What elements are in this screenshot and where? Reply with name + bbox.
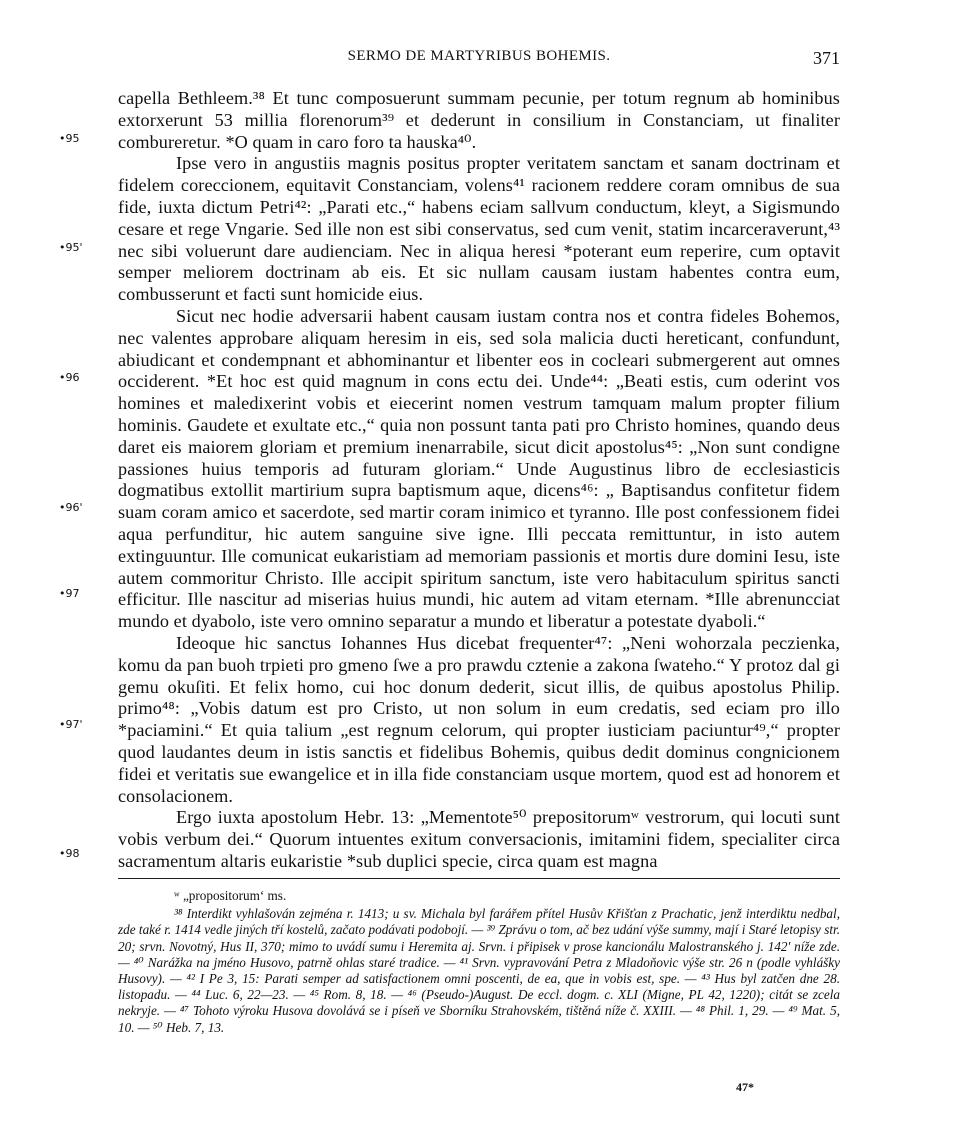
- margin-mark: •96: [59, 371, 80, 384]
- paragraph: Sicut nec hodie adversarii habent causam iustam contra nos et contra fideles Bohemos, nec valentes approbare aliquam heresim in eis, sed sola malicia ducti hereticant, confundunt, abiudicant et condempnant et abhominantur et libenter eos in cocleari submergerent aut omnes occiderent. *Et hoc est quid magnum in cons ectu dei. Unde⁴⁴: „Beati estis, cum oderint vos homines et maledixerint vobis et eiecerint nomen vestrum tamquam malum propter filium hominis. Gaudete et exultate etc.,“ quia non possunt tanta pati pro Christo homines, quando deus daret eis maiorem gloriam et premium inenarrabile, sicut dicit apostolus⁴⁵: „Non sunt condigne passiones huius temporis ad futuram gloriam.“ Unde Augustinus libro de ecclesiasticis dogmatibus extollit martirium supra baptismum aque, dicens⁴⁶: „ Baptisandus confitetur fidem suam coram amico et sacerdote, sed martir coram inimico et tyranno. Ille post confessionem fidei aqua perfunditur, hic autem sanguine sive igne. Illi peccata remittuntur, in isto autem extinguuntur. Ille comunicat eukaristiam ad memoriam passionis et mortis dure domini Iesu, iste autem commoritur Christo. Ille accipit spiritum sanctum, iste vero habitaculum spiritus sancti efficitur. Ille nascitur ad miserias huius mundi, hic autem ad vitam eternam. *Ille abrenuncciat mundo et dyabolo, iste vero omnino separatur a mundo et liberatur a potestate dyaboli.“: [118, 305, 840, 632]
- signature-mark: 47*: [736, 1080, 754, 1094]
- main-text: [118, 88, 840, 873]
- margin-mark: •95: [59, 132, 80, 145]
- margin-mark: •97: [59, 587, 80, 600]
- margin-mark: •98: [59, 847, 80, 860]
- paragraph: capella Bethleem.³⁸ Et tunc composuerunt summam pecunie, per totum regnum ab hominibus extorxerunt 53 millia florenorum³⁹ et dederunt in consilium in Constanciam, ut finaliter combureretur. *O quam in caro foro ta hauska⁴⁰.: [118, 88, 840, 152]
- page-number: 371: [813, 48, 840, 68]
- paragraph: Ipse vero in angustiis magnis positus propter veritatem sanctam et sanam doctrinam et fidelem coreccionem, equitavit Constanciam, volens⁴¹ racionem reddere coram omnibus de sua fide, iuxta dictum Petri⁴²: „Parati etc.,“ habens eciam sallvum conductum, kleyt, a Sigismundo cesare et rege Vngarie. Sed ille non est sibi conservatus, sed cum venit, statim incarceraverunt,⁴³ nec sibi voluerunt dare audienciam. Nec in aliqua heresi *poterant eum reperire, cum optavit semper meliorem doctrinam ab eis. Et sic nullam causam iustam habentes contra eum, combusserunt et facti sunt homicide eius.: [118, 153, 840, 305]
- footnotes: ³⁸ Interdikt vyhlašován zejména r. 1413; u sv. Michala byl farářem přítel Husův Křišťan z Prachatic, jenž interdiktu nedbal, zde také r. 1414 vedle jiných tří kostelů, začato podávati podobojí. — ³⁹ Zprávu o tom, ač bez udání výše summy, mají i Staré letopisy str. 20; srvn. Novotný, Hus II, 370; mimo to uvádí sumu i Heremita aj. Srvn. i připisek v prose kancionálu Malostranského j. 142' níže zde. — ⁴⁰ Narážka na jméno Husovo, patrně ohlas staré tradice. — ⁴¹ Srvn. vypravování Petra z Mladoňovic výše str. 26 n (podle vyhlášky Husovy). — ⁴² I Pe 3, 15: Parati semper ad satisfactionem omni poscenti, de ea, que in vobis est, spe. — ⁴³ Hus byl zatčen dne 28. listopadu. — ⁴⁴ Luc. 6, 22—23. — ⁴⁵ Rom. 8, 18. — ⁴⁶ (Pseudo-)August. De eccl. dogm. c. XLI (Migne, PL 42, 1220); citát se zcela nekryje. — ⁴⁷ Tohoto výroku Husova dovolává se i píseň ve Sborníku Strahovském, tištěná níže č. XXIII. — ⁴⁸ Phil. 1, 29. — ⁴⁹ Mat. 5, 10. — ⁵⁰ Heb. 7, 13.: [118, 906, 840, 1035]
- running-header: [118, 48, 840, 72]
- apparatus-note: ʷ „propositorum‘ ms.: [174, 888, 287, 903]
- running-title: SERMO DE MARTYRIBUS BOHEMIS.: [347, 48, 611, 64]
- footnotes-section: [118, 888, 840, 1036]
- margin-mark: •97': [59, 718, 83, 731]
- paragraph: Ergo iuxta apostolum Hebr. 13: „Mementote⁵⁰ prepositorumʷ vestrorum, qui locuti sunt vobis verbum dei.“ Quorum intuentes exitum conversacionis, imitamini fidem, specialiter circa sacramentum altaris eukaristie *sub duplici specie, circa quam est magna: [118, 807, 840, 871]
- paragraph: Ideoque hic sanctus Iohannes Hus dicebat frequenter⁴⁷: „Neni wohorzala peczienka, komu da pan buoh trpieti pro gmeno ſwe a pro prawdu cztenie a zakona ſwateho.“ Y protoz dal gi gemu okuſiti. Et felix homo, cui hoc donum dederit, sicut illis, de quibus apostolus Philip. primo⁴⁸: „Vobis datum est pro Cristo, ut non solum in eum credatis, sed eciam pro illo *paciamini.“ Et quia talium „est regnum celorum, qui propter iusticiam paciuntur⁴⁹,“ propter quod laudantes deum in istis sanctis et fidelibus Bohemis, quibus dedit dominus congnicionem fidei et veritatis sue ewangelice et in illa fide constanciam usque mortem, quod est ad honorem et consolacionem.: [118, 632, 840, 806]
- footnote-divider: [118, 878, 840, 879]
- margin-mark: •96': [59, 501, 83, 514]
- margin-mark: •95': [59, 241, 83, 254]
